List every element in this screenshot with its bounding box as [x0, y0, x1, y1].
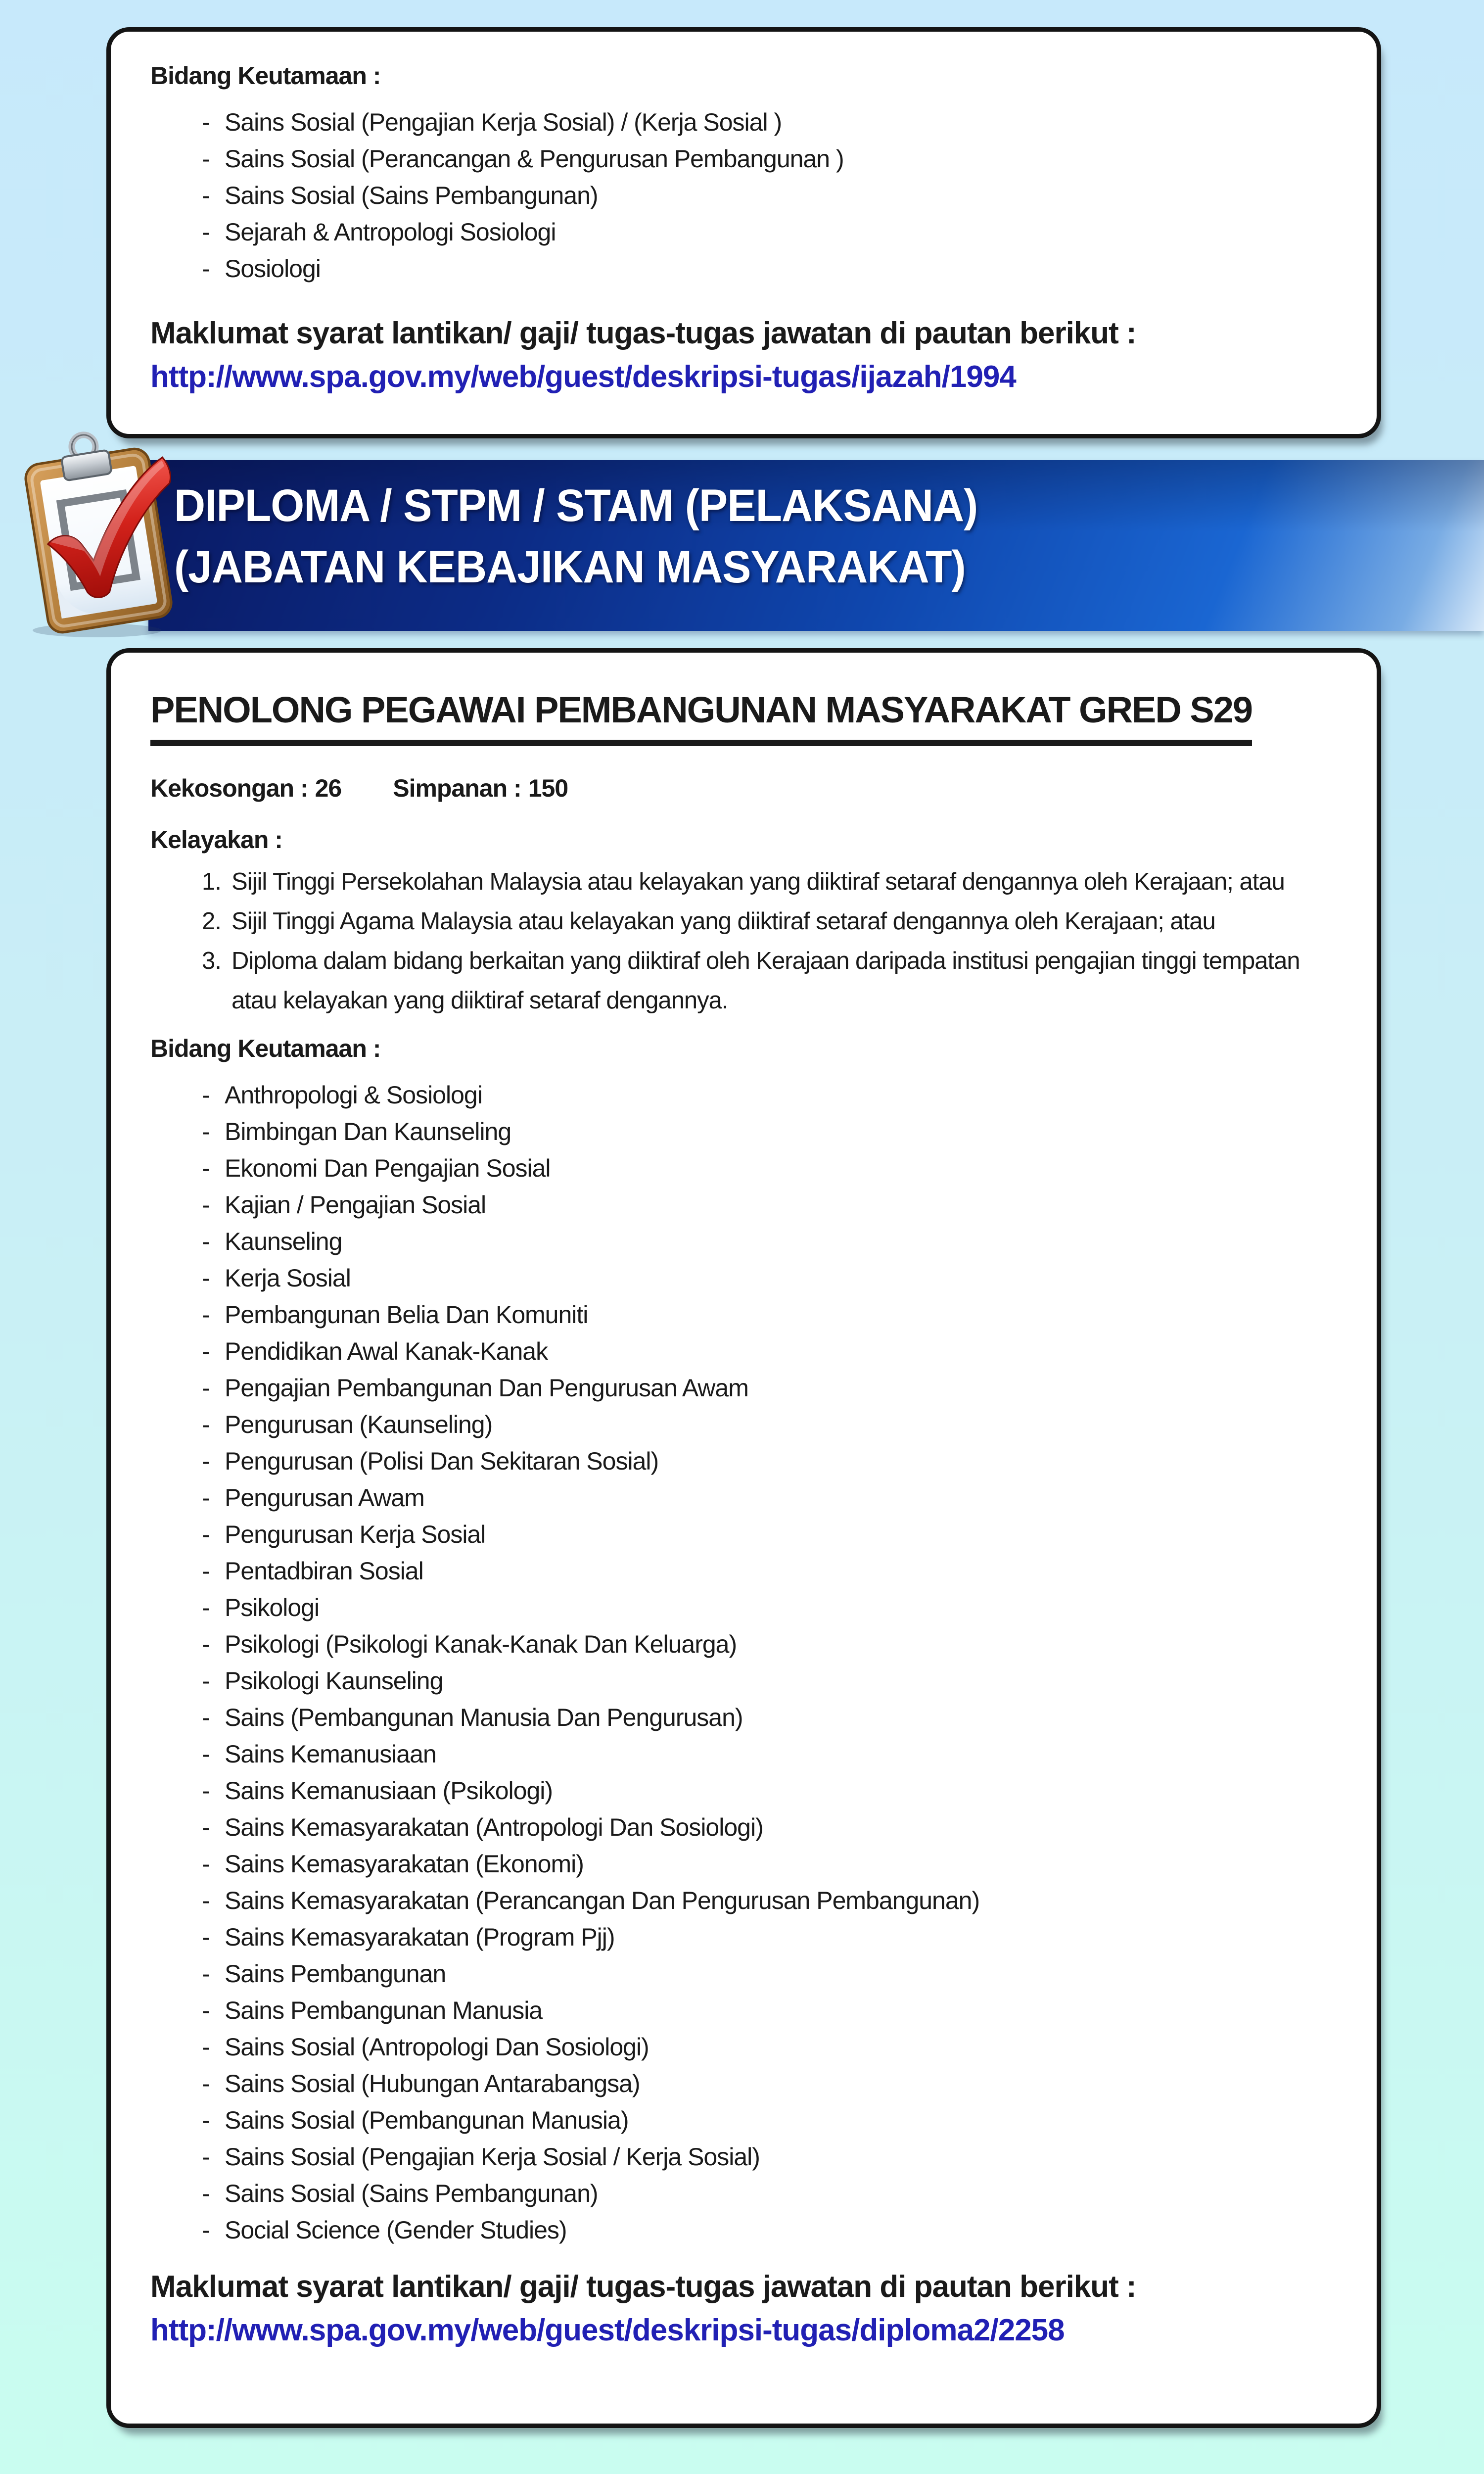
- list-item-text: Pengurusan Awam: [225, 1484, 424, 1512]
- dash-bullet: -: [202, 1923, 210, 1951]
- list-item: [202, 1150, 1342, 1187]
- list-item-text: Sains Kemanusiaan: [225, 1740, 436, 1768]
- list-item-text: Sosiologi: [225, 255, 321, 283]
- simpanan-value: 150: [528, 774, 568, 802]
- dash-bullet: -: [202, 1337, 210, 1365]
- spa-link-ijazah[interactable]: http://www.spa.gov.my/web/guest/deskripsi-tugas/ijazah/1994: [150, 360, 1016, 394]
- dash-bullet: -: [202, 1154, 210, 1182]
- list-item-text: Ekonomi Dan Pengajian Sosial: [225, 1154, 551, 1182]
- list-item-text: Sains Sosial (Perancangan & Pengurusan Pembangunan ): [225, 145, 844, 173]
- list-item: [202, 1882, 1342, 1919]
- maklumat-note: Maklumat syarat lantikan/ gaji/ tugas-tugas jawatan di pautan berikut :: [150, 2270, 1136, 2304]
- banner-title-line2: (JABATAN KEBAJIKAN MASYARAKAT): [174, 542, 966, 592]
- dash-bullet: -: [202, 1191, 210, 1219]
- item-text: Sijil Tinggi Persekolahan Malaysia atau kelayakan yang diiktiraf setaraf dengannya oleh Kerajaan; atau: [232, 868, 1285, 895]
- dash-bullet: -: [202, 2070, 210, 2097]
- list-item-text: Sains Sosial (Sains Pembangunan): [225, 2180, 598, 2207]
- list-item-text: Psikologi (Psikologi Kanak-Kanak Dan Keluarga): [225, 1630, 737, 1658]
- list-item: [202, 1187, 1342, 1223]
- vacancy-stats: [150, 773, 1342, 804]
- item-number: 3.: [202, 948, 221, 974]
- list-item-text: Pengurusan (Polisi Dan Sekitaran Sosial): [225, 1447, 659, 1475]
- list-item-text: Kajian / Pengajian Sosial: [225, 1191, 486, 1219]
- list-item: [202, 1663, 1342, 1699]
- list-item-text: Sains Kemasyarakatan (Ekonomi): [225, 1850, 584, 1878]
- dash-bullet: -: [202, 182, 210, 209]
- list-item-text: Bimbingan Dan Kaunseling: [225, 1118, 511, 1145]
- list-item-text: Social Science (Gender Studies): [225, 2216, 567, 2244]
- list-item-text: Sains Sosial (Sains Pembangunan): [225, 182, 598, 209]
- dash-bullet: -: [202, 1813, 210, 1841]
- kelayakan-item: [202, 941, 1342, 1020]
- list-item: [202, 2175, 1342, 2212]
- kelayakan-item: [202, 902, 1342, 941]
- list-item: [202, 2102, 1342, 2139]
- dash-bullet: -: [202, 2106, 210, 2134]
- dash-bullet: -: [202, 255, 210, 283]
- dash-bullet: -: [202, 108, 210, 136]
- dash-bullet: -: [202, 1777, 210, 1805]
- list-item: [202, 1589, 1342, 1626]
- list-item: [202, 1113, 1342, 1150]
- list-item: [202, 1077, 1342, 1113]
- dash-bullet: -: [202, 1411, 210, 1438]
- list-item: [202, 250, 1342, 287]
- list-item: [202, 1736, 1342, 1772]
- dash-bullet: -: [202, 2143, 210, 2171]
- bidang-keutamaan-list-diploma: [202, 1077, 1342, 2248]
- dash-bullet: -: [202, 1997, 210, 2024]
- list-item-text: Pengurusan Kerja Sosial: [225, 1521, 486, 1548]
- list-item-text: Pendidikan Awal Kanak-Kanak: [225, 1337, 548, 1365]
- spa-link-diploma[interactable]: http://www.spa.gov.my/web/guest/deskripsi-tugas/diploma2/2258: [150, 2313, 1065, 2347]
- list-item-text: Sains Sosial (Antropologi Dan Sosiologi): [225, 2033, 649, 2061]
- list-item: [202, 2212, 1342, 2248]
- list-item-text: Sains (Pembangunan Manusia Dan Pengurusan): [225, 1704, 743, 1731]
- dash-bullet: -: [202, 1557, 210, 1585]
- list-item: [202, 1370, 1342, 1406]
- item-text: Diploma dalam bidang berkaitan yang diiktiraf oleh Kerajaan daripada institusi pengajian tinggi tempatan atau kelayakan yang diiktiraf setaraf dengannya.: [232, 948, 1300, 1014]
- list-item-text: Sains Sosial (Hubungan Antarabangsa): [225, 2070, 640, 2097]
- notice-box-ijazah: [106, 27, 1381, 438]
- dash-bullet: -: [202, 1704, 210, 1731]
- list-item-text: Anthropologi & Sosiologi: [225, 1081, 482, 1109]
- list-item-text: Sains Pembangunan Manusia: [225, 1997, 543, 2024]
- kelayakan-heading: Kelayakan :: [150, 826, 282, 854]
- list-item: [202, 2065, 1342, 2102]
- list-item: [202, 2139, 1342, 2175]
- kelayakan-list: [202, 862, 1342, 1020]
- bidang-keutamaan-list-ijazah: [202, 104, 1342, 287]
- dash-bullet: -: [202, 1887, 210, 1914]
- list-item-text: Sejarah & Antropologi Sosiologi: [225, 218, 556, 246]
- dash-bullet: -: [202, 218, 210, 246]
- list-item-text: Sains Pembangunan: [225, 1960, 446, 1988]
- list-item: [202, 1333, 1342, 1370]
- list-item: [202, 1699, 1342, 1736]
- list-item-text: Kaunseling: [225, 1228, 342, 1255]
- list-item-text: Psikologi Kaunseling: [225, 1667, 443, 1695]
- banner-title-line1: DIPLOMA / STPM / STAM (PELAKSANA): [174, 480, 978, 531]
- bidang-keutamaan-heading: Bidang Keutamaan :: [150, 62, 381, 90]
- item-number: 2.: [202, 908, 221, 935]
- list-item: [202, 104, 1342, 141]
- item-text: Sijil Tinggi Agama Malaysia atau kelayakan yang diiktiraf setaraf dengannya oleh Kerajaan; atau: [232, 908, 1215, 935]
- dash-bullet: -: [202, 1447, 210, 1475]
- dash-bullet: -: [202, 2180, 210, 2207]
- clipboard-check-icon: [18, 425, 181, 642]
- dash-bullet: -: [202, 1740, 210, 1768]
- list-item-text: Sains Sosial (Pengajian Kerja Sosial / Kerja Sosial): [225, 2143, 760, 2171]
- dash-bullet: -: [202, 1264, 210, 1292]
- list-item-text: Pentadbiran Sosial: [225, 1557, 423, 1585]
- list-item: [202, 1516, 1342, 1553]
- dash-bullet: -: [202, 1228, 210, 1255]
- list-item-text: Psikologi: [225, 1594, 320, 1621]
- list-item-text: Sains Kemasyarakatan (Antropologi Dan Sosiologi): [225, 1813, 763, 1841]
- dash-bullet: -: [202, 1667, 210, 1695]
- dash-bullet: -: [202, 1374, 210, 1402]
- list-item: [202, 1296, 1342, 1333]
- list-item: [202, 1479, 1342, 1516]
- dash-bullet: -: [202, 2033, 210, 2061]
- list-item: [202, 214, 1342, 250]
- dash-bullet: -: [202, 1630, 210, 1658]
- list-item-text: Pengurusan (Kaunseling): [225, 1411, 493, 1438]
- dash-bullet: -: [202, 1594, 210, 1621]
- list-item: [202, 1919, 1342, 1955]
- list-item: [202, 1992, 1342, 2029]
- dash-bullet: -: [202, 1850, 210, 1878]
- list-item-text: Sains Kemasyarakatan (Perancangan Dan Pengurusan Pembangunan): [225, 1887, 980, 1914]
- list-item: [202, 1406, 1342, 1443]
- list-item-text: Sains Sosial (Pengajian Kerja Sosial) / (Kerja Sosial ): [225, 108, 782, 136]
- list-item: [202, 141, 1342, 177]
- dash-bullet: -: [202, 1118, 210, 1145]
- list-item: [202, 1955, 1342, 1992]
- list-item: [202, 177, 1342, 214]
- list-item: [202, 1260, 1342, 1296]
- item-number: 1.: [202, 868, 221, 895]
- list-item: [202, 1772, 1342, 1809]
- list-item-text: Pembangunan Belia Dan Komuniti: [225, 1301, 588, 1329]
- list-item: [202, 1626, 1342, 1663]
- list-item-text: Kerja Sosial: [225, 1264, 351, 1292]
- section-banner: [148, 460, 1484, 631]
- simpanan-label: Simpanan :: [393, 774, 521, 802]
- list-item-text: Sains Kemanusiaan (Psikologi): [225, 1777, 553, 1805]
- dash-bullet: -: [202, 2216, 210, 2244]
- list-item-text: Sains Sosial (Pembangunan Manusia): [225, 2106, 629, 2134]
- list-item: [202, 1443, 1342, 1479]
- kekosongan-value: 26: [315, 774, 342, 802]
- dash-bullet: -: [202, 1960, 210, 1988]
- job-box-diploma: [106, 648, 1381, 2428]
- kelayakan-item: [202, 862, 1342, 902]
- list-item: [202, 1553, 1342, 1589]
- maklumat-note: Maklumat syarat lantikan/ gaji/ tugas-tugas jawatan di pautan berikut :: [150, 316, 1136, 350]
- bidang-keutamaan-heading: Bidang Keutamaan :: [150, 1035, 381, 1062]
- list-item: [202, 2029, 1342, 2065]
- list-item: [202, 1809, 1342, 1846]
- list-item: [202, 1223, 1342, 1260]
- dash-bullet: -: [202, 1484, 210, 1512]
- dash-bullet: -: [202, 145, 210, 173]
- dash-bullet: -: [202, 1301, 210, 1329]
- list-item: [202, 1846, 1342, 1882]
- dash-bullet: -: [202, 1081, 210, 1109]
- kekosongan-label: Kekosongan :: [150, 774, 308, 802]
- dash-bullet: -: [202, 1521, 210, 1548]
- job-title: PENOLONG PEGAWAI PEMBANGUNAN MASYARAKAT GRED S29: [150, 687, 1252, 746]
- list-item-text: Pengajian Pembangunan Dan Pengurusan Awam: [225, 1374, 748, 1402]
- list-item-text: Sains Kemasyarakatan (Program Pjj): [225, 1923, 615, 1951]
